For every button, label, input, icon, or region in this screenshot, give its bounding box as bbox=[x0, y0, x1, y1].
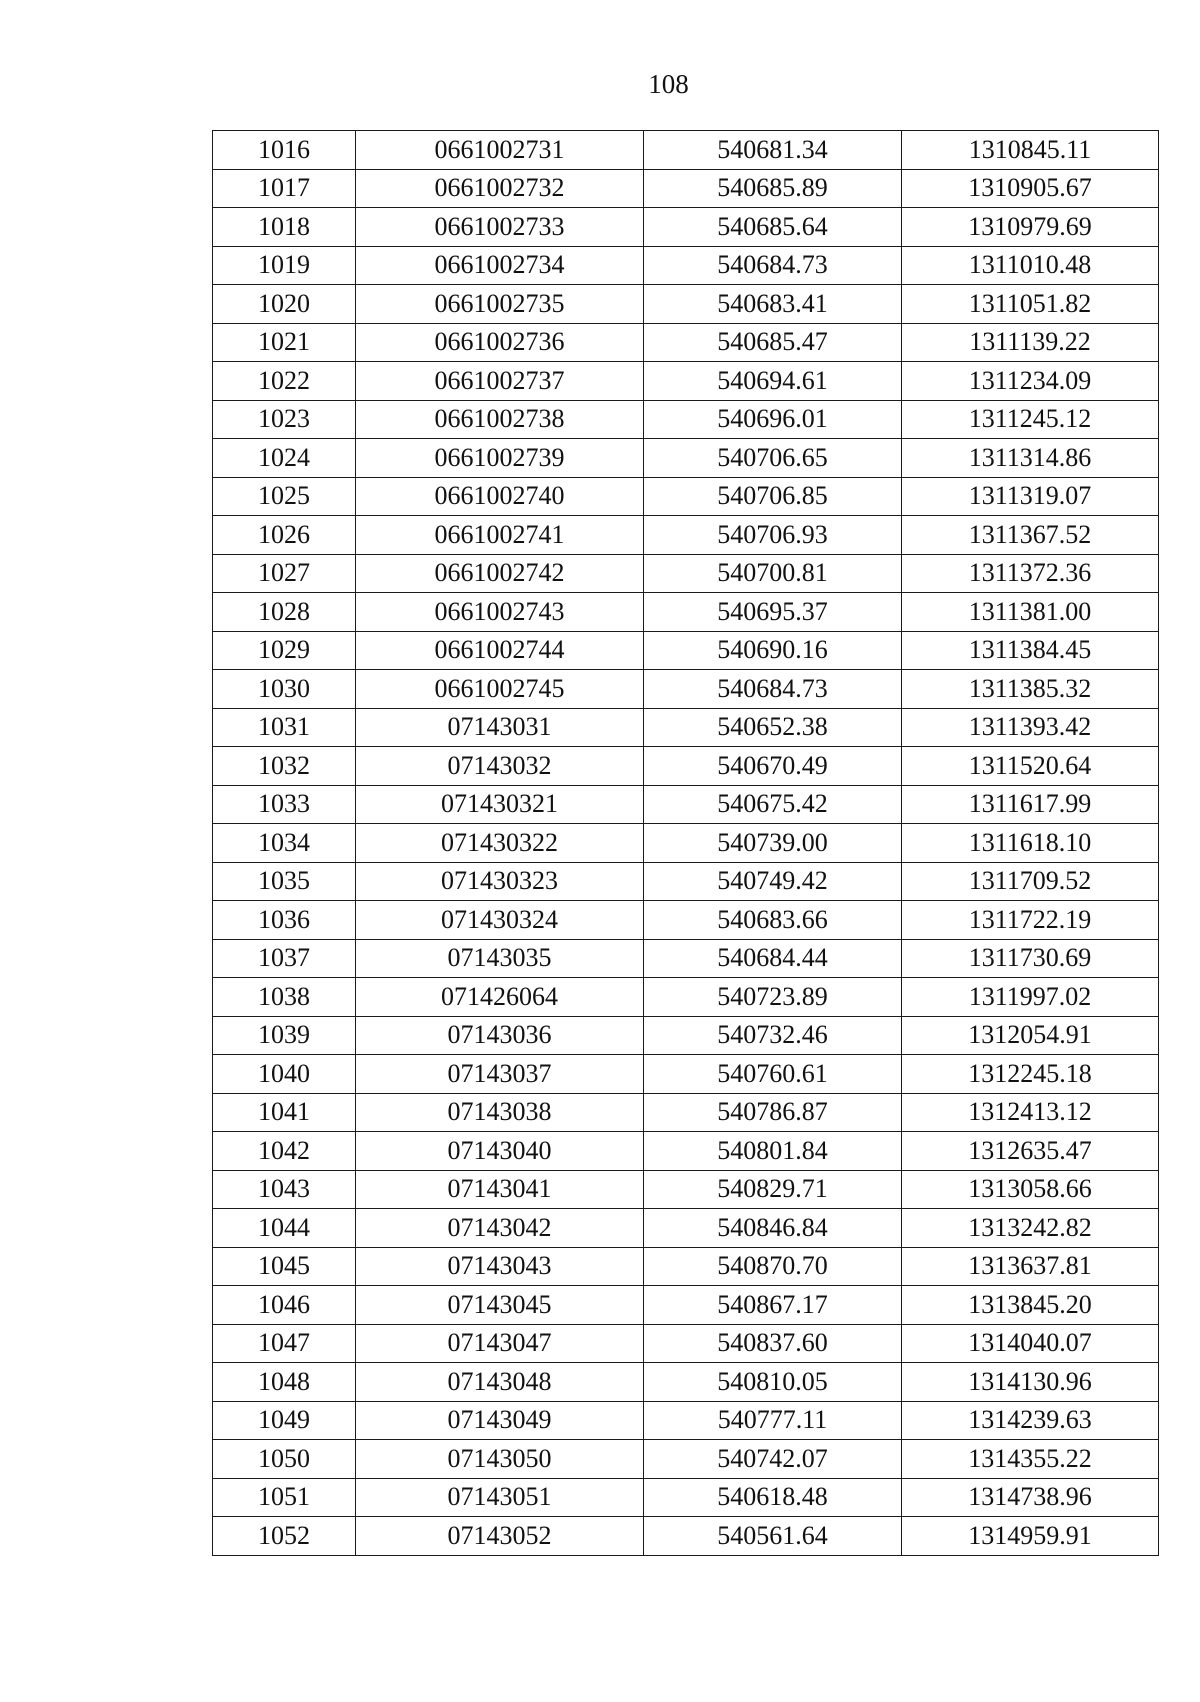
y-coordinate-cell: 1310979.69 bbox=[902, 208, 1159, 247]
y-coordinate-cell: 1311319.07 bbox=[902, 477, 1159, 516]
x-coordinate-cell: 540675.42 bbox=[644, 785, 902, 824]
row-number-cell: 1035 bbox=[213, 862, 356, 901]
x-coordinate-cell: 540684.73 bbox=[644, 670, 902, 709]
code-cell: 071430321 bbox=[356, 785, 644, 824]
table-row bbox=[213, 1440, 1159, 1479]
table-row bbox=[213, 554, 1159, 593]
code-cell: 0661002731 bbox=[356, 131, 644, 170]
code-cell: 07143043 bbox=[356, 1247, 644, 1286]
row-number-cell: 1040 bbox=[213, 1055, 356, 1094]
code-cell: 07143041 bbox=[356, 1170, 644, 1209]
y-coordinate-cell: 1310905.67 bbox=[902, 169, 1159, 208]
y-coordinate-cell: 1312635.47 bbox=[902, 1132, 1159, 1171]
table-row bbox=[213, 862, 1159, 901]
code-cell: 0661002736 bbox=[356, 323, 644, 362]
row-number-cell: 1036 bbox=[213, 901, 356, 940]
row-number-cell: 1021 bbox=[213, 323, 356, 362]
x-coordinate-cell: 540696.01 bbox=[644, 400, 902, 439]
table-row bbox=[213, 1093, 1159, 1132]
table-row bbox=[213, 1016, 1159, 1055]
y-coordinate-cell: 1313637.81 bbox=[902, 1247, 1159, 1286]
y-coordinate-cell: 1311997.02 bbox=[902, 978, 1159, 1017]
x-coordinate-cell: 540685.64 bbox=[644, 208, 902, 247]
code-cell: 0661002741 bbox=[356, 516, 644, 555]
table-row bbox=[213, 1170, 1159, 1209]
row-number-cell: 1029 bbox=[213, 631, 356, 670]
code-cell: 07143037 bbox=[356, 1055, 644, 1094]
table-row bbox=[213, 169, 1159, 208]
row-number-cell: 1037 bbox=[213, 939, 356, 978]
y-coordinate-cell: 1314040.07 bbox=[902, 1324, 1159, 1363]
code-cell: 07143047 bbox=[356, 1324, 644, 1363]
y-coordinate-cell: 1311314.86 bbox=[902, 439, 1159, 478]
row-number-cell: 1034 bbox=[213, 824, 356, 863]
row-number-cell: 1050 bbox=[213, 1440, 356, 1479]
y-coordinate-cell: 1313242.82 bbox=[902, 1209, 1159, 1248]
y-coordinate-cell: 1311709.52 bbox=[902, 862, 1159, 901]
y-coordinate-cell: 1311385.32 bbox=[902, 670, 1159, 709]
code-cell: 071430324 bbox=[356, 901, 644, 940]
row-number-cell: 1027 bbox=[213, 554, 356, 593]
row-number-cell: 1047 bbox=[213, 1324, 356, 1363]
row-number-cell: 1023 bbox=[213, 400, 356, 439]
page-number: 108 bbox=[648, 69, 689, 99]
row-number-cell: 1028 bbox=[213, 593, 356, 632]
code-cell: 07143049 bbox=[356, 1401, 644, 1440]
table-row bbox=[213, 747, 1159, 786]
table-row bbox=[213, 1363, 1159, 1402]
y-coordinate-cell: 1311618.10 bbox=[902, 824, 1159, 863]
x-coordinate-cell: 540685.89 bbox=[644, 169, 902, 208]
y-coordinate-cell: 1311234.09 bbox=[902, 362, 1159, 401]
row-number-cell: 1049 bbox=[213, 1401, 356, 1440]
table-row bbox=[213, 1055, 1159, 1094]
x-coordinate-cell: 540684.73 bbox=[644, 246, 902, 285]
y-coordinate-cell: 1311520.64 bbox=[902, 747, 1159, 786]
code-cell: 071430323 bbox=[356, 862, 644, 901]
x-coordinate-cell: 540760.61 bbox=[644, 1055, 902, 1094]
y-coordinate-cell: 1311245.12 bbox=[902, 400, 1159, 439]
table-row bbox=[213, 708, 1159, 747]
row-number-cell: 1032 bbox=[213, 747, 356, 786]
y-coordinate-cell: 1312413.12 bbox=[902, 1093, 1159, 1132]
row-number-cell: 1030 bbox=[213, 670, 356, 709]
x-coordinate-cell: 540870.70 bbox=[644, 1247, 902, 1286]
y-coordinate-cell: 1312054.91 bbox=[902, 1016, 1159, 1055]
row-number-cell: 1043 bbox=[213, 1170, 356, 1209]
table-row bbox=[213, 1247, 1159, 1286]
y-coordinate-cell: 1314239.63 bbox=[902, 1401, 1159, 1440]
table-row bbox=[213, 631, 1159, 670]
x-coordinate-cell: 540670.49 bbox=[644, 747, 902, 786]
row-number-cell: 1016 bbox=[213, 131, 356, 170]
row-number-cell: 1022 bbox=[213, 362, 356, 401]
table-row bbox=[213, 824, 1159, 863]
code-cell: 07143050 bbox=[356, 1440, 644, 1479]
code-cell: 0661002744 bbox=[356, 631, 644, 670]
table-body bbox=[213, 131, 1159, 1556]
x-coordinate-cell: 540732.46 bbox=[644, 1016, 902, 1055]
code-cell: 0661002740 bbox=[356, 477, 644, 516]
row-number-cell: 1046 bbox=[213, 1286, 356, 1325]
row-number-cell: 1033 bbox=[213, 785, 356, 824]
code-cell: 07143038 bbox=[356, 1093, 644, 1132]
y-coordinate-cell: 1311372.36 bbox=[902, 554, 1159, 593]
x-coordinate-cell: 540561.64 bbox=[644, 1517, 902, 1556]
x-coordinate-cell: 540690.16 bbox=[644, 631, 902, 670]
table-row bbox=[213, 670, 1159, 709]
code-cell: 07143031 bbox=[356, 708, 644, 747]
row-number-cell: 1052 bbox=[213, 1517, 356, 1556]
x-coordinate-cell: 540846.84 bbox=[644, 1209, 902, 1248]
y-coordinate-cell: 1314959.91 bbox=[902, 1517, 1159, 1556]
x-coordinate-cell: 540739.00 bbox=[644, 824, 902, 863]
table-row bbox=[213, 362, 1159, 401]
code-cell: 0661002743 bbox=[356, 593, 644, 632]
y-coordinate-cell: 1314738.96 bbox=[902, 1478, 1159, 1517]
code-cell: 07143036 bbox=[356, 1016, 644, 1055]
table-row bbox=[213, 477, 1159, 516]
table-row bbox=[213, 439, 1159, 478]
code-cell: 07143048 bbox=[356, 1363, 644, 1402]
x-coordinate-cell: 540706.65 bbox=[644, 439, 902, 478]
code-cell: 07143032 bbox=[356, 747, 644, 786]
y-coordinate-cell: 1311010.48 bbox=[902, 246, 1159, 285]
table-row bbox=[213, 1478, 1159, 1517]
y-coordinate-cell: 1311381.00 bbox=[902, 593, 1159, 632]
row-number-cell: 1017 bbox=[213, 169, 356, 208]
row-number-cell: 1025 bbox=[213, 477, 356, 516]
x-coordinate-cell: 540706.85 bbox=[644, 477, 902, 516]
x-coordinate-cell: 540837.60 bbox=[644, 1324, 902, 1363]
row-number-cell: 1031 bbox=[213, 708, 356, 747]
table-row bbox=[213, 208, 1159, 247]
code-cell: 07143040 bbox=[356, 1132, 644, 1171]
row-number-cell: 1019 bbox=[213, 246, 356, 285]
code-cell: 0661002742 bbox=[356, 554, 644, 593]
x-coordinate-cell: 540706.93 bbox=[644, 516, 902, 555]
table-row bbox=[213, 516, 1159, 555]
code-cell: 07143035 bbox=[356, 939, 644, 978]
code-cell: 0661002735 bbox=[356, 285, 644, 324]
x-coordinate-cell: 540694.61 bbox=[644, 362, 902, 401]
y-coordinate-cell: 1311384.45 bbox=[902, 631, 1159, 670]
table-row bbox=[213, 1324, 1159, 1363]
x-coordinate-cell: 540867.17 bbox=[644, 1286, 902, 1325]
code-cell: 0661002732 bbox=[356, 169, 644, 208]
y-coordinate-cell: 1311617.99 bbox=[902, 785, 1159, 824]
row-number-cell: 1024 bbox=[213, 439, 356, 478]
y-coordinate-cell: 1314130.96 bbox=[902, 1363, 1159, 1402]
x-coordinate-cell: 540723.89 bbox=[644, 978, 902, 1017]
row-number-cell: 1048 bbox=[213, 1363, 356, 1402]
x-coordinate-cell: 540695.37 bbox=[644, 593, 902, 632]
code-cell: 071430322 bbox=[356, 824, 644, 863]
table-row bbox=[213, 593, 1159, 632]
row-number-cell: 1018 bbox=[213, 208, 356, 247]
x-coordinate-cell: 540652.38 bbox=[644, 708, 902, 747]
table-row bbox=[213, 901, 1159, 940]
x-coordinate-cell: 540683.41 bbox=[644, 285, 902, 324]
table-row bbox=[213, 323, 1159, 362]
table-row bbox=[213, 1517, 1159, 1556]
table-row bbox=[213, 978, 1159, 1017]
row-number-cell: 1026 bbox=[213, 516, 356, 555]
y-coordinate-cell: 1311051.82 bbox=[902, 285, 1159, 324]
x-coordinate-cell: 540801.84 bbox=[644, 1132, 902, 1171]
x-coordinate-cell: 540681.34 bbox=[644, 131, 902, 170]
row-number-cell: 1051 bbox=[213, 1478, 356, 1517]
y-coordinate-cell: 1311730.69 bbox=[902, 939, 1159, 978]
code-cell: 0661002737 bbox=[356, 362, 644, 401]
y-coordinate-cell: 1311722.19 bbox=[902, 901, 1159, 940]
x-coordinate-cell: 540829.71 bbox=[644, 1170, 902, 1209]
row-number-cell: 1044 bbox=[213, 1209, 356, 1248]
coordinates-table bbox=[212, 130, 1159, 1556]
row-number-cell: 1045 bbox=[213, 1247, 356, 1286]
x-coordinate-cell: 540685.47 bbox=[644, 323, 902, 362]
table-row bbox=[213, 285, 1159, 324]
code-cell: 0661002734 bbox=[356, 246, 644, 285]
y-coordinate-cell: 1313845.20 bbox=[902, 1286, 1159, 1325]
table-row bbox=[213, 131, 1159, 170]
code-cell: 071426064 bbox=[356, 978, 644, 1017]
table-row bbox=[213, 1209, 1159, 1248]
y-coordinate-cell: 1312245.18 bbox=[902, 1055, 1159, 1094]
table-row bbox=[213, 400, 1159, 439]
x-coordinate-cell: 540749.42 bbox=[644, 862, 902, 901]
x-coordinate-cell: 540777.11 bbox=[644, 1401, 902, 1440]
table-row bbox=[213, 939, 1159, 978]
code-cell: 07143045 bbox=[356, 1286, 644, 1325]
table-row bbox=[213, 246, 1159, 285]
table-row bbox=[213, 785, 1159, 824]
x-coordinate-cell: 540786.87 bbox=[644, 1093, 902, 1132]
code-cell: 07143052 bbox=[356, 1517, 644, 1556]
table-row bbox=[213, 1401, 1159, 1440]
table-row bbox=[213, 1132, 1159, 1171]
code-cell: 0661002745 bbox=[356, 670, 644, 709]
row-number-cell: 1042 bbox=[213, 1132, 356, 1171]
code-cell: 0661002739 bbox=[356, 439, 644, 478]
x-coordinate-cell: 540742.07 bbox=[644, 1440, 902, 1479]
row-number-cell: 1038 bbox=[213, 978, 356, 1017]
code-cell: 07143051 bbox=[356, 1478, 644, 1517]
code-cell: 0661002738 bbox=[356, 400, 644, 439]
x-coordinate-cell: 540810.05 bbox=[644, 1363, 902, 1402]
row-number-cell: 1039 bbox=[213, 1016, 356, 1055]
x-coordinate-cell: 540618.48 bbox=[644, 1478, 902, 1517]
y-coordinate-cell: 1311367.52 bbox=[902, 516, 1159, 555]
x-coordinate-cell: 540700.81 bbox=[644, 554, 902, 593]
y-coordinate-cell: 1314355.22 bbox=[902, 1440, 1159, 1479]
row-number-cell: 1041 bbox=[213, 1093, 356, 1132]
x-coordinate-cell: 540683.66 bbox=[644, 901, 902, 940]
row-number-cell: 1020 bbox=[213, 285, 356, 324]
x-coordinate-cell: 540684.44 bbox=[644, 939, 902, 978]
code-cell: 0661002733 bbox=[356, 208, 644, 247]
y-coordinate-cell: 1310845.11 bbox=[902, 131, 1159, 170]
code-cell: 07143042 bbox=[356, 1209, 644, 1248]
y-coordinate-cell: 1311393.42 bbox=[902, 708, 1159, 747]
y-coordinate-cell: 1313058.66 bbox=[902, 1170, 1159, 1209]
y-coordinate-cell: 1311139.22 bbox=[902, 323, 1159, 362]
table-row bbox=[213, 1286, 1159, 1325]
